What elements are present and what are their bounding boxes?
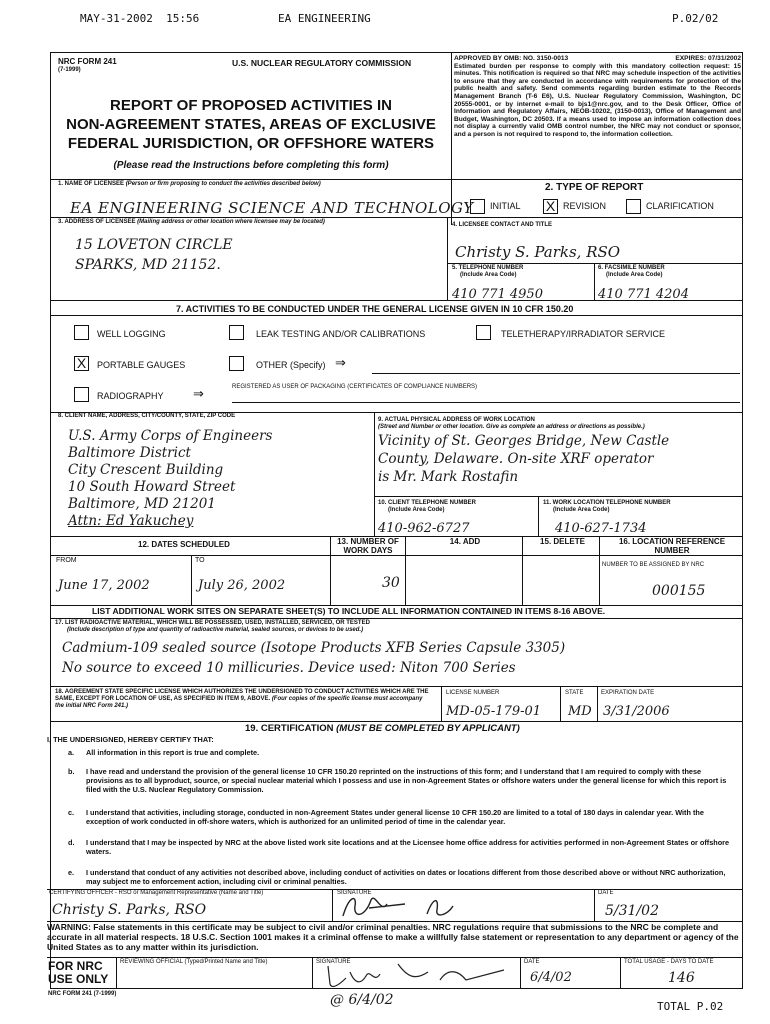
revision-label: REVISION: [563, 201, 607, 211]
license-number-value[interactable]: MD-05-179-01: [446, 704, 542, 719]
agreement-state-label: 18. AGREEMENT STATE SPECIFIC LICENSE WHICH AUTHORIZES THE UNDERSIGNED TO CONDUCT ACTIVITIES WHICH ARE THE SAME, EXCEPT FOR LOCATION OF USE, AS SPECIFIED IN ITEM 9, ABOVE. (Four copies of the specific license must accompany the initial NRC Form 241.): [55, 689, 429, 709]
certification-heading: 19. CERTIFICATION (MUST BE COMPLETED BY APPLICANT): [245, 723, 520, 734]
signature-label: SIGNATURE: [337, 890, 372, 896]
cert-b-marker: b.: [68, 767, 75, 776]
from-date-value[interactable]: June 17, 2002: [58, 578, 150, 593]
total-usage-value[interactable]: 146: [668, 970, 695, 986]
nrc-assigned-label: NUMBER TO BE ASSIGNED BY NRC: [602, 562, 705, 568]
arrow-icon: ⇒: [335, 355, 346, 370]
cert-c-marker: c.: [68, 808, 75, 817]
fax-total-pages: TOTAL P.02: [657, 1000, 724, 1013]
other-label: OTHER (Specify): [256, 360, 326, 370]
expiration-value[interactable]: 3/31/2006: [603, 704, 670, 719]
agency-name: U.S. NUCLEAR REGULATORY COMMISSION: [232, 58, 412, 68]
portable-gauges-checkbox[interactable]: X: [74, 356, 89, 371]
cert-a-marker: a.: [68, 748, 75, 757]
expiration-label: EXPIRATION DATE: [601, 690, 655, 696]
form-title: REPORT OF PROPOSED ACTIVITIES IN NON-AGREEMENT STATES, AREAS OF EXCLUSIVE FEDERAL JURISDICTION, OR OFFSHORE WATERS: [66, 97, 436, 152]
state-value[interactable]: MD: [568, 704, 592, 719]
revision-checkbox[interactable]: X: [543, 199, 558, 214]
clarification-checkbox[interactable]: [626, 199, 641, 214]
form-footer: NRC FORM 241 (7-1999): [48, 991, 117, 997]
contact-label: 4. LICENSEE CONTACT AND TITLE: [452, 222, 553, 228]
nrc-use-only-label: FOR NRC USE ONLY: [48, 959, 109, 986]
location-ref-label: 16. LOCATION REFERENCE NUMBER: [618, 537, 726, 555]
leak-testing-label: LEAK TESTING AND/OR CALIBRATIONS: [256, 329, 426, 339]
radiography-label: RADIOGRAPHY: [97, 391, 164, 401]
activities-label: 7. ACTIVITIES TO BE CONDUCTED UNDER THE GENERAL LICENSE GIVEN IN 10 CFR 150.20: [176, 304, 574, 314]
license-number-label: LICENSE NUMBER: [446, 690, 500, 696]
warning-text: WARNING: False statements in this certificate may be subject to civil and/or criminal penalties. NRC regulations require that submissions to the NRC be complete and accurate in all material respects. 18 U.S.C. Section 1001 makes it a criminal offense to make a willfully false statement or representation to any department or agency of the United States as to any matter within its jurisdiction.: [47, 922, 739, 952]
leak-testing-checkbox[interactable]: [229, 325, 244, 340]
reviewing-official-label: REVIEWING OFFICIAL (Typed/Printed Name and Title): [120, 959, 268, 965]
radiography-checkbox[interactable]: [74, 387, 89, 402]
delete-label: 15. DELETE: [540, 537, 585, 546]
form-revision: (7-1999): [58, 67, 81, 73]
fax-datetime: MAY-31-2002 15:56: [80, 12, 200, 25]
cert-b-text: I have read and understand the provision of the general license 10 CFR 150.20 reprinted on the instructions of this form; and I understand that I am required to comply with these provisions as to all byproduct, source, or special nuclear material which I possess and use in non-Agreement States or offshore waters under the general license for which this report is filed with the U.S. Nuclear Regulatory Commission.: [86, 767, 727, 794]
other-checkbox[interactable]: [229, 356, 244, 371]
add-label: 14. ADD: [449, 537, 481, 546]
workdays-value[interactable]: 30: [382, 575, 400, 591]
teletherapy-checkbox[interactable]: [476, 325, 491, 340]
client-address-value[interactable]: U.S. Army Corps of Engineers Baltimore District City Crescent Building 10 South Howard Street Baltimore, MD 21201 Attn: Ed Yakuchey: [68, 428, 273, 529]
registered-label: REGISTERED AS USER OF PACKAGING (CERTIFICATES OF COMPLIANCE NUMBERS): [232, 384, 478, 390]
portable-gauges-label: PORTABLE GAUGES: [97, 360, 186, 370]
nrc-signature[interactable]: [318, 958, 518, 992]
work-location-label: 9. ACTUAL PHYSICAL ADDRESS OF WORK LOCATION (Street and Number or other location. Give as complete an address or directions as possible.): [378, 417, 645, 430]
fax-company: EA ENGINEERING: [278, 12, 371, 25]
fax-page: P.02/02: [672, 12, 719, 25]
telephone-value[interactable]: 410 771 4950: [452, 287, 543, 302]
fax-number-value[interactable]: 410 771 4204: [598, 287, 689, 302]
cert-d-text: I understand that I may be inspected by NRC at the above listed work site locations and at the Licensee home office address for activities performed in non-Agreement States or offshore waters.: [86, 838, 730, 856]
date-label: DATE: [598, 890, 614, 896]
to-date-value[interactable]: July 26, 2002: [198, 578, 286, 593]
telephone-label: 5. TELEPHONE NUMBER (Include Area Code): [452, 265, 524, 278]
licensee-name-value[interactable]: EA ENGINEERING SCIENCE AND TECHNOLOGY: [70, 199, 474, 217]
initial-checkbox[interactable]: [470, 199, 485, 214]
licensee-address-value[interactable]: 15 LOVETON CIRCLE SPARKS, MD 21152.: [75, 237, 233, 273]
fax-number-label: 6. FACSIMILE NUMBER (Include Area Code): [598, 265, 665, 278]
cert-d-marker: d.: [68, 838, 75, 847]
client-label: 8. CLIENT NAME, ADDRESS, CITY/COUNTY, STATE, ZIP CODE: [58, 413, 236, 419]
work-location-value[interactable]: Vicinity of St. Georges Bridge, New Castle County, Delaware. On-site XRF operator is Mr. Mark Rostafin: [378, 433, 670, 485]
teletherapy-label: TELETHERAPY/IRRADIATOR SERVICE: [501, 329, 666, 339]
state-label: STATE: [565, 690, 584, 696]
from-label: FROM: [56, 557, 77, 564]
licensee-name-label: 1. NAME OF LICENSEE (Person or firm proposing to conduct the activities described below): [58, 181, 321, 187]
cert-a-text: All information in this report is true and complete.: [86, 748, 260, 757]
nrc-signature-label: SIGNATURE: [316, 959, 351, 965]
work-phone-value[interactable]: 410-627-1734: [555, 521, 647, 536]
type-of-report-label: 2. TYPE OF REPORT: [545, 182, 644, 193]
licensee-address-label: 3. ADDRESS OF LICENSEE (Mailing address or other location where licensee may be located): [58, 219, 325, 225]
nrc-date-label: DATE: [524, 959, 540, 965]
form-instructions: (Please read the Instructions before completing this form): [113, 160, 389, 171]
officer-date-value[interactable]: 5/31/02: [605, 903, 659, 919]
well-logging-checkbox[interactable]: [74, 325, 89, 340]
officer-name-value[interactable]: Christy S. Parks, RSO: [52, 902, 207, 918]
arrow-icon: ⇒: [193, 386, 204, 401]
additional-sites-note: LIST ADDITIONAL WORK SITES ON SEPARATE SHEET(S) TO INCLUDE ALL INFORMATION CONTAINED IN ITEMS 8-16 ABOVE.: [92, 606, 606, 616]
officer-signature[interactable]: [335, 888, 475, 922]
location-ref-value[interactable]: 000155: [652, 583, 706, 599]
dates-label: 12. DATES SCHEDULED: [138, 540, 230, 549]
nrc-date-value[interactable]: 6/4/02: [530, 970, 572, 985]
form-number: NRC FORM 241: [58, 57, 117, 66]
client-phone-label: 10. CLIENT TELEPHONE NUMBER (Include Area Code): [378, 500, 477, 513]
contact-value[interactable]: Christy S. Parks, RSO: [455, 243, 621, 261]
review-date-stamp: @ 6/4/02: [330, 992, 394, 1008]
cert-e-text: I understand that conduct of any activities not described above, including conduct of activities on dates or locations different from those described above or without NRC authorization, may subject me to enforcement action, including civil or criminal penalties.: [86, 868, 726, 886]
well-logging-label: WELL LOGGING: [97, 329, 166, 339]
officer-label: CERTIFYING OFFICER - RSO or Management Representative (Name and Title): [49, 890, 264, 896]
omb-block: APPROVED BY OMB: NO. 3150-0013 EXPIRES: 07/31/2002 Estimated burden per response to comply with this mandatory collection request: 15 minutes. This notification is required so that NRC may schedule inspection of the activities to ensure that they are conducted in accordance with requirements for protection of the public health and safety. Send comments regarding burden estimate to the Records Management Branch (T-6 E6), U.S. Nuclear Regulatory Commission, Washington, DC 20555-0001, or by internet e-mail to bjs1@nrc.gov, and to the Desk Officer, Office of Information and Regulatory Affairs, NEOB-10202, (3150-0013), Office of Management and Budget, Washington, DC 20503. If a means used to impose an information collection does not display a currently valid OMB control number, the NRC may not conduct or sponsor, and a person is not required to respond to, the information collection.: [454, 55, 741, 138]
workdays-label: 13. NUMBER OF WORK DAYS: [337, 537, 399, 555]
work-phone-label: 11. WORK LOCATION TELEPHONE NUMBER (Include Area Code): [543, 500, 671, 513]
material-value[interactable]: Cadmium-109 sealed source (Isotope Products XFB Series Capsule 3305) No source to exceed 10 millicuries. Device used: Niton 700 Series: [62, 640, 566, 676]
total-usage-label: TOTAL USAGE - DAYS TO DATE: [624, 959, 714, 965]
to-label: TO: [195, 557, 205, 564]
clarification-label: CLARIFICATION: [646, 201, 714, 211]
cert-c-text: I understand that activities, including storage, conducted in non-Agreement States under general license 10 CFR 150.20 are limited to a total of 180 days in calendar year. With the exception of work conducted in off-shore waters, which is authorized for an unlimited period of time in the calendar year.: [86, 808, 704, 826]
initial-label: INITIAL: [490, 201, 521, 211]
client-phone-value[interactable]: 410-962-6727: [378, 521, 470, 536]
cert-e-marker: e.: [68, 868, 75, 877]
certify-intro: I, THE UNDERSIGNED, HEREBY CERTIFY THAT:: [47, 735, 214, 744]
material-label: 17. LIST RADIOACTIVE MATERIAL, WHICH WILL BE POSSESSED, USED, INSTALLED, SERVICED, OR TESTED (Include description of type and quantity of radioactive material, sealed sources, or devices to be used.): [55, 620, 370, 633]
